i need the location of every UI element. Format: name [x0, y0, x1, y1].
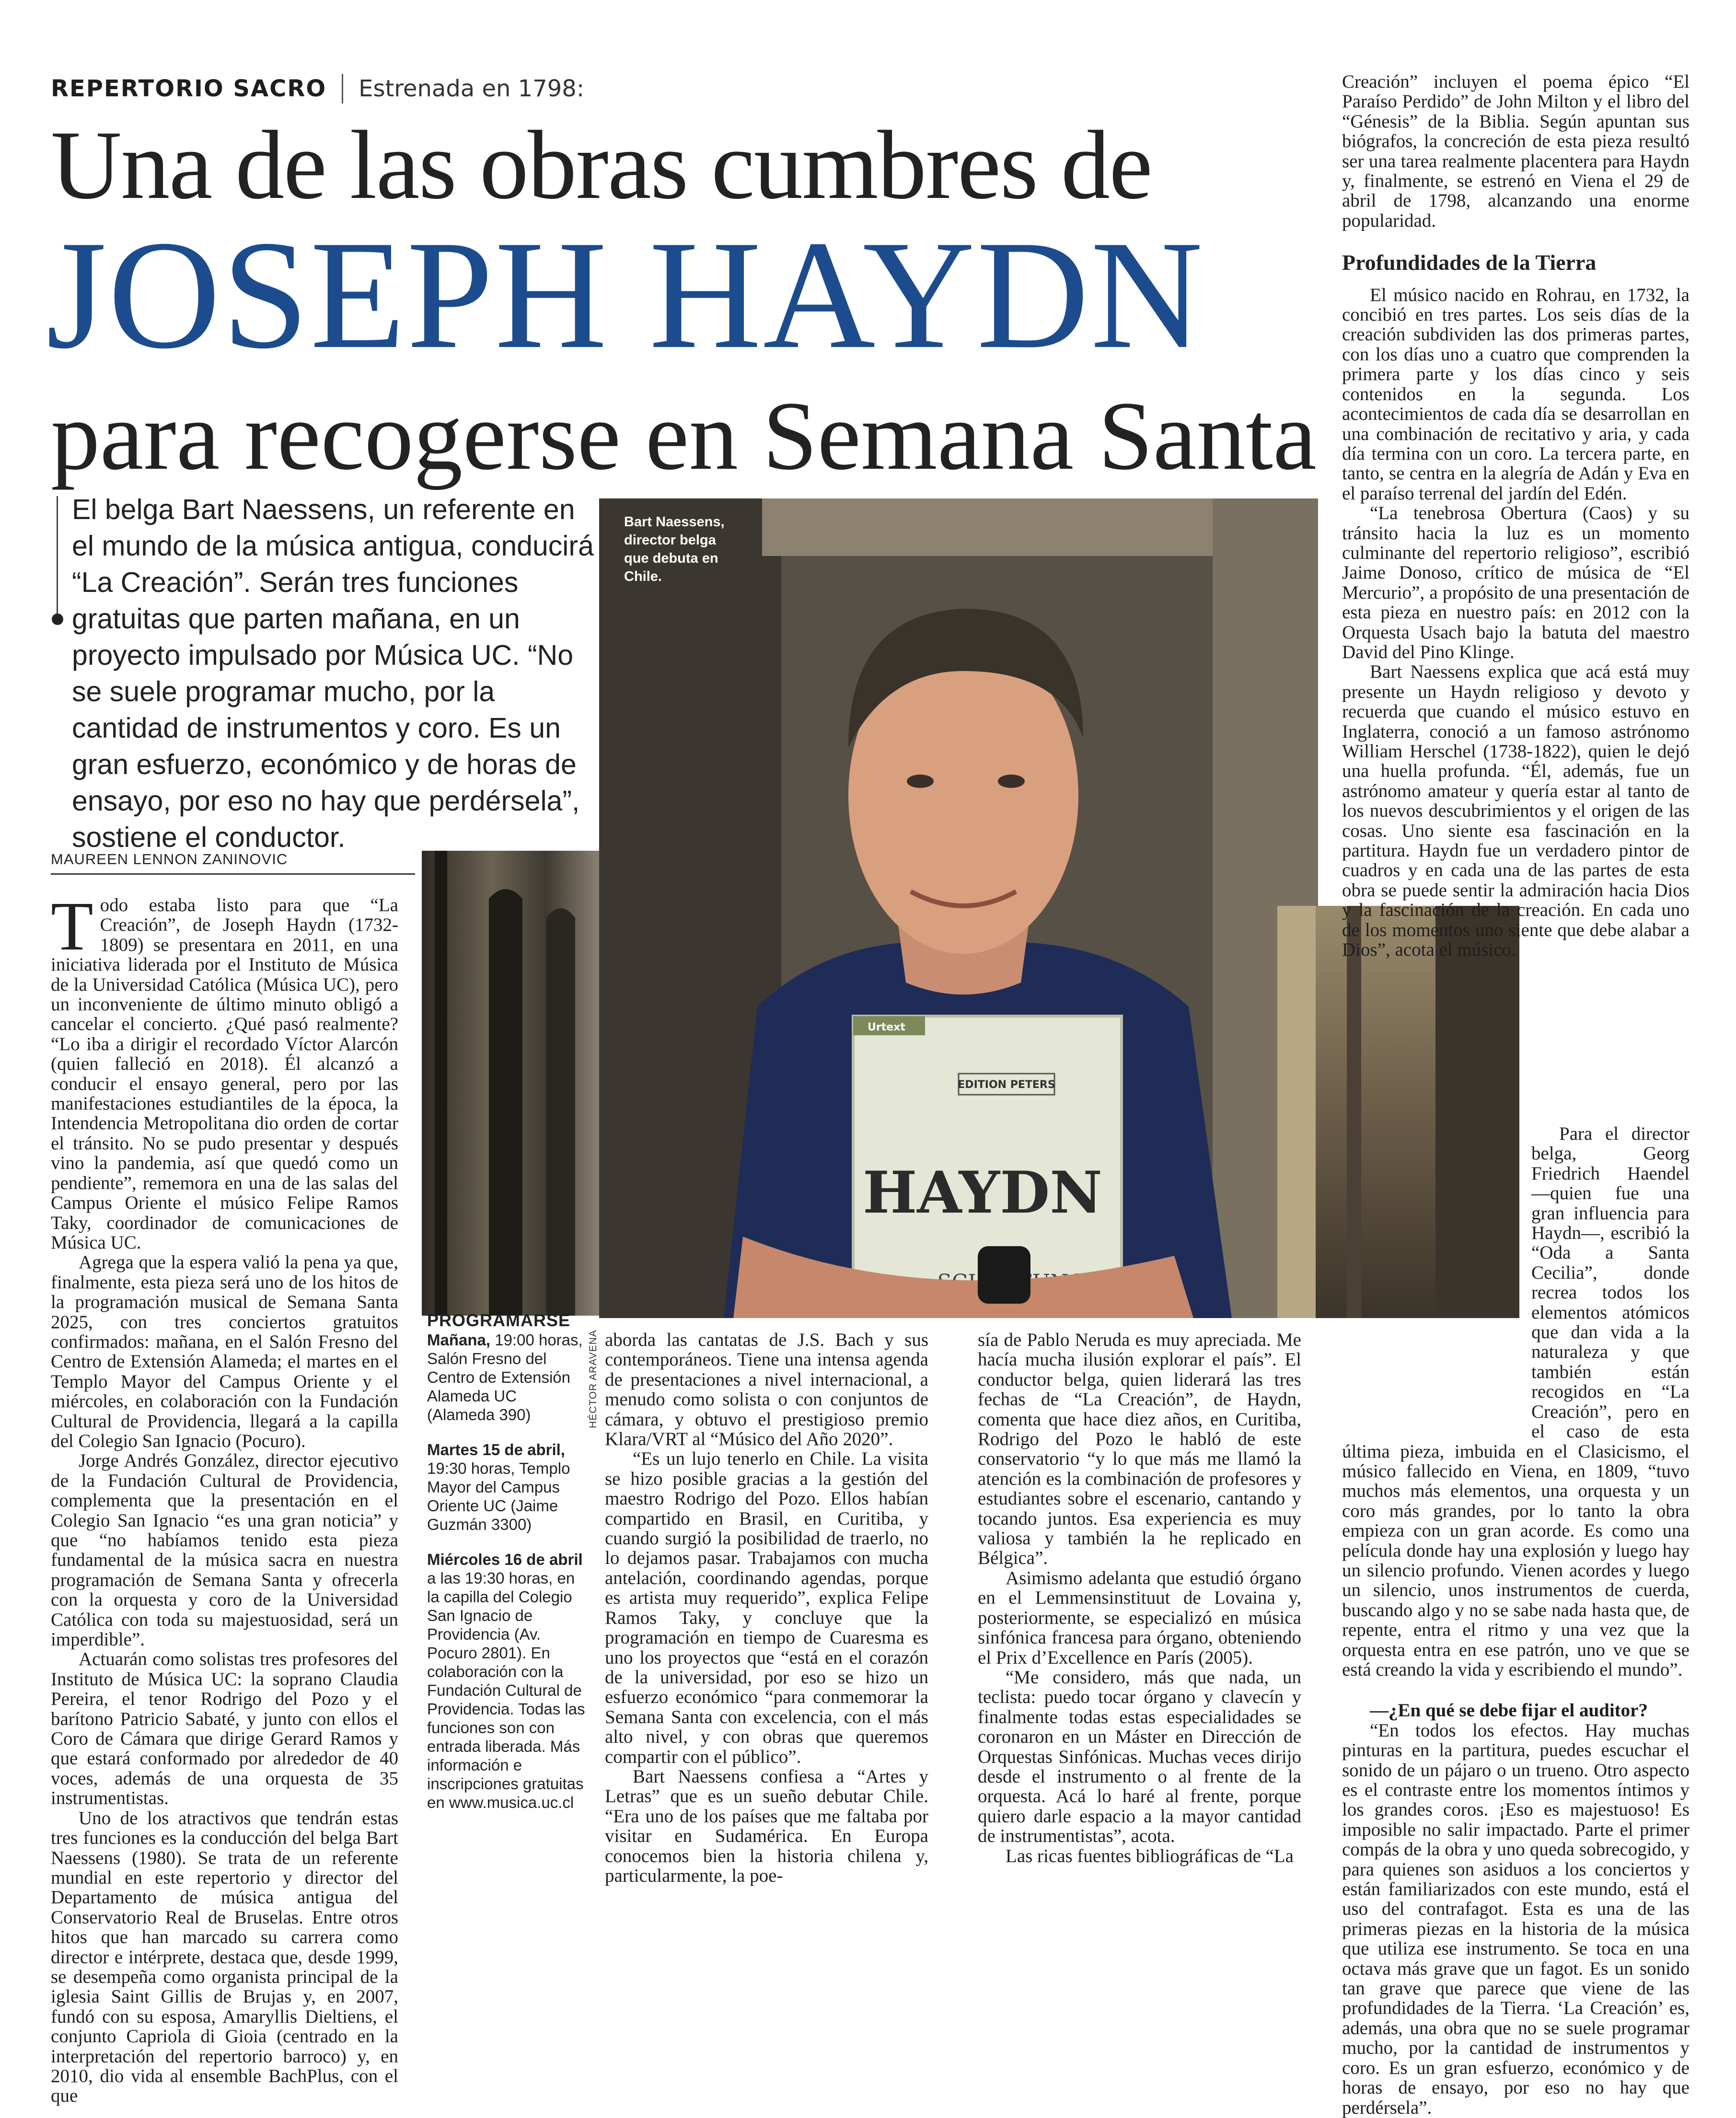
programarse-box: [427, 1311, 585, 1828]
programarse-item: [427, 1550, 585, 1812]
programarse-date: Martes 15 de abril,: [427, 1441, 565, 1458]
article-paragraph: Para el director belga, Georg Friedrich Haendel —quien fue una gran influencia para Haydn—, escribió la “Oda a Santa Cecilia”, donde recrea todos los elementos atómicos que dan vida a la naturaleza y que también están recogidos en “La Creación”, pero en el caso de esta última pieza, imbuida en el Clasicismo, el músico fallecido en Viena, en 1809, “tuvo muchos más elementos, una orquesta y un coro más grandes, por lo tanto la obra empieza con un gran acorde. Es como una película donde hay una explosión y luego hay un silencio profundo. Vienen acordes y luego un silencio, unos instrumentos de cuerda, buscando algo y no se sabe nada hasta que, de repente, entra el ritmo y una vez que la orquesta entra en ese patrón, uno ve que se está creando la vida y escribiendo el mundo”.: [1342, 1123, 1690, 1680]
score-title: HAYDN: [863, 1159, 1102, 1227]
article-paragraph: “Es un lujo tenerlo en Chile. La visita se hizo posible gracias a la gestión del maestro Rodrigo del Pozo. Ellos habían compartido en Brasil, en Curitiba, y cuando surgió la posibilidad de traerlo, no lo dejamos pasar. Trabajamos con mucha antelación, coordinando agendas, porque es artista muy requerido”, explica Felipe Ramos Taky, y concluye que la programación en tiempo de Cuaresma es uno los proyectos que “está en el corazón de la universidad, por eso se hizo un esfuerzo económico “para conmemorar la Semana Santa con excelencia, con el más alto nivel, y con obras que queremos compartir con el público”.: [605, 1448, 928, 1767]
byline: MAUREEN LENNON ZANINOVIC: [51, 851, 288, 868]
photo-credit: HÉCTOR ARAVENA: [588, 1330, 599, 1428]
article-paragraph: “La tenebrosa Obertura (Caos) y su tránsito hacia la luz es un momento culminante del repertorio religioso”, escribió Jaime Donoso, crítico de música de “El Mercurio”, a propósito de una presentación de esta pieza en nuestro país: en 2012 con la Orquesta Usach bajo la batuta del maestro David del Pino Klinge.: [1342, 503, 1690, 662]
article-paragraph: Jorge Andrés González, director ejecutivo de la Fundación Cultural de Providencia, complementa que la presentación en el Colegio San Ignacio “es una gran noticia” y que “no habíamos tenido esta pieza fundamental de la música sacra en nuestra programación de Semana Santa y ofrecerla con la orquesta y coro de la Universidad Católica con toda su majestuosidad, será un imperdible”.: [51, 1450, 398, 1650]
article-paragraph: “Me considero, más que nada, un teclista: puedo tocar órgano y clavecín y finalmente todas estas especialidades se coronaron en un Máster en Dirección de Orquestas Sinfónicas. Muchas veces dirijo desde el instrumento o al frente de la orquesta. Acá lo haré al frente, porque quiero darle espacio a la mayor cantidad de instrumentistas”, acota.: [978, 1667, 1301, 1847]
main-photo-art: [599, 498, 1318, 1318]
article-column-2: [605, 1330, 928, 1886]
score-publisher: EDITION PETERS: [958, 1079, 1055, 1091]
article-paragraph: Uno de los atractivos que tendrán estas tres funciones es la conducción del belga Bart Naessens (1980). Se trata de un referente mundial en este repertorio y director del Departamento de música antigua del Conservatorio Real de Bruselas. Entre otros hitos que han marcado su carrera como director e intérprete, destaca que, desde 1999, se desempeña como organista principal de la iglesia Saint Gillis de Brujas y, en 2007, fundó con su esposa, Amaryllis Dieltiens, el conjunto Capriola di Gioia (centrado en la interpretación del repertorio barroco) y, en 2010, dio vida al ensemble BachPlus, con el que: [51, 1807, 398, 2106]
headline-line-3: para recogerse en Semana Santa: [51, 382, 1317, 490]
programarse-date: Miércoles 16 de abril: [427, 1551, 583, 1568]
corridor-art: [422, 851, 599, 1316]
article-column-4: [1342, 72, 1690, 960]
article-paragraph: sía de Pablo Neruda es muy apreciada. Me hacía mucha ilusión explorar el país”. El conductor belga, quien liderará las tres fechas de “La Creación”, de Haydn, comenta que hace diez años, en Curitiba, Rodrigo del Pozo le habló de este conservatorio “y lo que más me llamó la atención es la combinación de profesores y estudiantes sobre el escenario, cantando y tocando juntos. Esa experiencia es muy valiosa y también la he replicado en Bélgica”.: [978, 1330, 1301, 1569]
article-paragraph: Bart Naessens explica que acá está muy presente un Haydn religioso y devoto y recuerda que cuando el músico estuvo en Inglaterra, conoció a un famoso astrónomo William Herschel (1738-1822), quien le dejó una huella profunda. “Él, además, fue un astrónomo amateur y quería estar al tanto de los nuevos descubrimientos y el origen de las cosas. Uno siente esa fascinación en la partitura. Haydn fue un verdadero pintor de cuadros y en cada una de las partes de esta obra se puede sentir la admiración hacia Dios y la fascinación de la creación. En cada uno de los momentos uno siente que debe alabar a Dios”, acota el músico.: [1342, 661, 1690, 961]
headline-line-1: Una de las obras cumbres de: [51, 111, 1152, 220]
article-column-3: [978, 1330, 1301, 1866]
article-column-1: [51, 888, 398, 2106]
article-paragraph: Bart Naessens confiesa a “Artes y Letras” que es un sueño debutar Chile. “Era uno de los países que me faltaba por visitar en Sudamérica. En Europa conocemos bien la historia chilena y, particularmente, la poe-: [605, 1766, 928, 1886]
programarse-item: [427, 1331, 585, 1424]
programarse-text: 19:30 horas, Templo Mayor del Campus Oriente UC (Jaime Guzmán 3300): [427, 1459, 570, 1533]
kicker-divider: [342, 74, 343, 104]
programarse-date: Mañana,: [427, 1331, 491, 1349]
lead-rule: [57, 496, 58, 616]
article-paragraph: Actuarán como solistas tres profesores del Instituto de Música UC: la soprano Claudia Pereira, el tenor Rodrigo del Pozo y el barítono Patricio Sabaté, y junto con ellos el Coro de Cámara que dirige Gerard Ramos y que estará conformado por alrededor de 40 voces, además de una orquesta de 35 instrumentistas.: [51, 1649, 398, 1809]
article-paragraph: El músico nacido en Rohrau, en 1732, la concibió en tres partes. Los seis días de la creación subdividen las dos primeras partes, con los días uno a cuatro que comprenden la primera parte y los días cinco y seis contenidos en la segunda. Los acontecimientos de cada día se desarrollan en una combinación de recitativo y aria, y cada día termina con un coro. La tercera parte, en tanto, se centra en la alegría de Adán y Eva en el paraíso terrenal del jardín del Edén.: [1342, 284, 1690, 504]
programarse-title: PROGRAMARSE: [427, 1310, 571, 1330]
kicker-text: Estrenada en 1798:: [359, 75, 585, 102]
byline-rule: [51, 873, 415, 875]
article-paragraph: Asimismo adelanta que estudió órgano en el Lemmensinstituut de Lovaina y, posteriormente, se especializó en música sinfónica francesa para órgano, obteniendo el Prix d’Excellence en París (2005).: [978, 1567, 1301, 1668]
article-paragraph: [51, 888, 398, 1253]
interview-question: —¿En qué se debe fijar el auditor?: [1370, 1700, 1648, 1721]
article-paragraph: Creación” incluyen el poema épico “El Paraíso Perdido” de John Milton y el libro del “Génesis” de la Biblia. Según apuntan sus biógrafos, la concreción de esta pieza resultó ser una tarea realmente placentera para Haydn y, finalmente, se estrenó en Viena el 29 de abril de 1798, alcanzando una enorme popularidad.: [1342, 71, 1690, 231]
article-paragraph: aborda las cantatas de J.S. Bach y sus contemporáneos. Tiene una intensa agenda de presentaciones a nivel internacional, a menudo como solista o con conjuntos de cámara, y obtuvo el prestigioso premio Klara/VRT al “Músico del Año 2020”.: [605, 1330, 928, 1450]
drop-cap: T: [51, 888, 93, 965]
subheading: Profundidades de la Tierra: [1342, 250, 1597, 275]
lead-paragraph: El belga Bart Naessens, un referente en el mundo de la música antigua, conducirá “La Creación”. Serán tres funciones gratuitas que parten mañana, en un proyecto impulsado por Música UC. “No se suele programar mucho, por la cantidad de instrumentos y coro. Es un gran esfuerzo, económico y de horas de ensayo, por eso no hay que perdérsela”, sostiene el conductor.: [72, 494, 594, 853]
score-badge: Urtext: [868, 1021, 905, 1033]
article-paragraph-text: odo estaba listo para que “La Creación”, de Joseph Haydn (1732-1809) se presentara en 2011, en una iniciativa liderada por el Instituto de Música de la Universidad Católica (Música UC), pero un inconveniente de último minuto obligó a cancelar el concierto. ¿Qué pasó realmente? “Lo iba a dirigir el recordado Víctor Alarcón (quien falleció en 2018). Él alcanzó a conducir el ensayo general, pero por las manifestaciones estudiantiles de la época, la Intendencia Metropolitana dio orden de cortar el tránsito. No se pudo presentar y después vino la pandemia, así que quedó como un pendiente”, rememora en una de las salas del Campus Oriente el músico Felipe Ramos Taky, coordinador de comunicaciones de Música UC.: [51, 895, 398, 1253]
section-label: REPERTORIO SACRO: [51, 75, 327, 102]
headline-line-2: JOSEPH HAYDN: [46, 208, 1204, 381]
lead-bullet: [52, 613, 63, 625]
article-paragraph: “En todos los efectos. Hay muchas pinturas en la partitura, puedes escuchar el sonido de un pájaro o un trueno. Otro aspecto es el contraste entre los momentos íntimos y los grandes coros. ¡Eso es majestuoso! Es imposible no salir impactado. Parte el primer compás de la obra y uno queda sobrecogido, y para quienes son asiduos a los conciertos y están familiarizados con este mundo, está el uso del contrafagot. Esta es una de las primeras piezas en la historia de la música que utiliza ese instrumento. Se toca en una octava más grave que un fagot. Es un sonido tan grave que parece que viene de las profundidades de la Tierra. ‘La Creación’ es, además, una obra que no se suele programar mucho, por la cantidad de instrumentos y coro. Es un gran esfuerzo, económico y de horas de ensayo, por eso no hay que perdérsela”.: [1342, 1720, 1690, 2118]
programarse-text: 19:00 horas, Salón Fresno del Centro de Extensión Alameda UC (Alameda 390): [427, 1331, 583, 1424]
inset-wrap-spacer: [1342, 1124, 1531, 1431]
photo-edge: [599, 498, 767, 504]
article-paragraph: Agrega que la espera valió la pena ya que, finalmente, esta pieza será uno de los hitos de la programación musical de Semana Santa 2025, con tres conciertos gratuitos confirmados: mañana, en el Salón Fresno del Centro de Extensión Alameda; el martes en el Templo Mayor del Campus Oriente y el miércoles, en colaboración con la Fundación Cultural de Providencia, llegará a la capilla del Colegio San Ignacio (Pocuro).: [51, 1252, 398, 1451]
article-paragraph: Las ricas fuentes bibliográficas de “La: [1006, 1845, 1294, 1866]
main-photo: [599, 498, 1318, 1318]
article-column-4-lower: [1342, 1124, 1690, 2118]
photo-caption: Bart Naessens, director belga que debuta en Chile.: [624, 514, 725, 584]
programarse-text: a las 19:30 horas, en la capilla del Colegio San Ignacio de Providencia (Av. Pocuro 2801). En colaboración con la Fundación Cultural de Providencia. Todas las funciones son con entrada liberada. Más información e inscripciones gratuitas en www.musica.uc.cl: [427, 1569, 585, 1811]
kicker: [51, 72, 584, 105]
programarse-item: [427, 1440, 585, 1534]
corridor-photo: [422, 851, 599, 1316]
